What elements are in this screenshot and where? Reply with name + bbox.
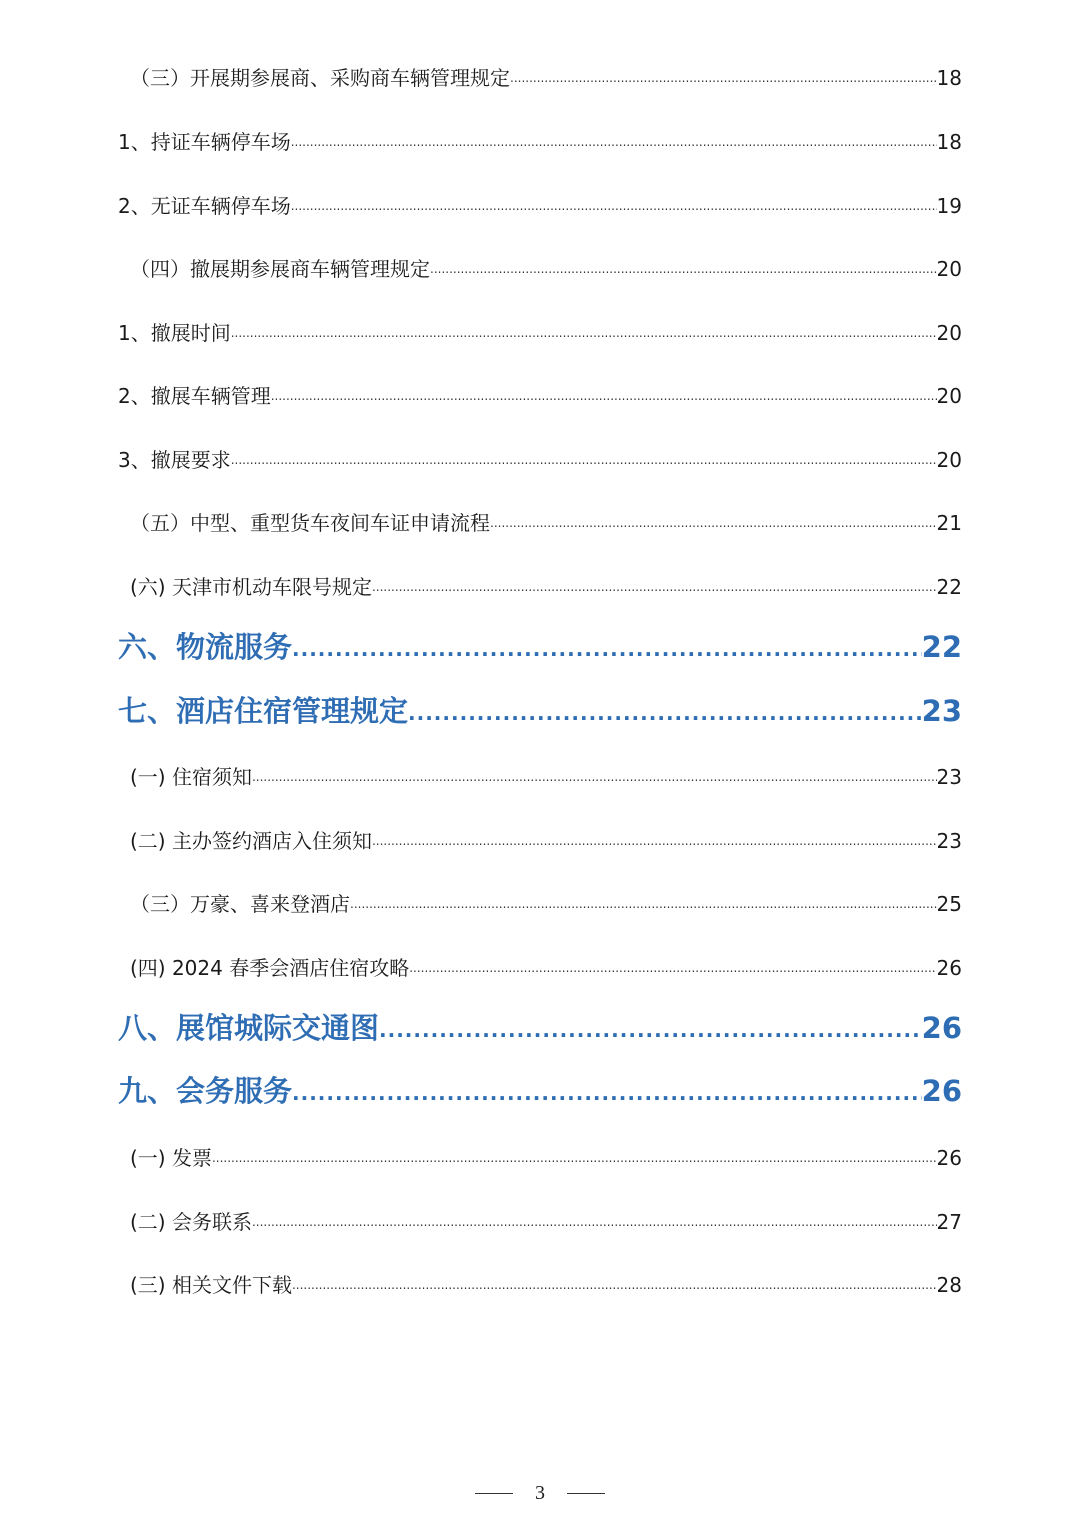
toc-entry-page: 27	[936, 1210, 962, 1234]
dot-leader	[372, 829, 937, 853]
toc-entry-label: 2、无证车辆停车场	[118, 194, 291, 218]
toc-entry-label: （三）开展期参展商、采购商车辆管理规定	[130, 66, 510, 90]
toc-entry-label: 1、撤展时间	[118, 321, 231, 345]
dot-leader	[291, 194, 937, 218]
toc-chapter-entry[interactable]	[118, 1068, 962, 1108]
toc-entry[interactable]	[130, 1130, 962, 1170]
page-footer	[0, 1478, 1080, 1508]
toc-entry-label: (二) 会务联系	[130, 1210, 252, 1234]
toc-entry-page: 22	[936, 575, 962, 599]
toc-entry-label: （五）中型、重型货车夜间车证申请流程	[130, 511, 490, 535]
toc-entry-label: （四）撤展期参展商车辆管理规定	[130, 257, 430, 281]
toc-entry-page: 20	[936, 321, 962, 345]
dot-leader	[430, 257, 937, 281]
toc-entry-page: 23	[936, 765, 962, 789]
toc-entry-page: 28	[936, 1273, 962, 1297]
dot-leader	[372, 575, 937, 599]
toc-entry[interactable]	[130, 813, 962, 853]
dot-leader	[231, 321, 937, 345]
toc-entry-page: 18	[936, 66, 962, 90]
toc-chapter-page: 23	[921, 694, 962, 728]
toc-entry[interactable]	[118, 114, 962, 154]
toc-entry[interactable]	[130, 1194, 962, 1234]
toc-chapter-label: 六、物流服务	[118, 630, 293, 664]
toc-entry[interactable]	[118, 368, 962, 408]
toc-chapter-label: 七、酒店住宿管理规定	[118, 694, 409, 728]
toc-entry-page: 23	[936, 829, 962, 853]
toc-chapter-page: 26	[921, 1074, 962, 1108]
toc-chapter-entry[interactable]	[118, 624, 962, 664]
toc-entry[interactable]	[130, 495, 962, 535]
dot-leader	[408, 698, 922, 728]
dot-leader	[252, 765, 937, 789]
dot-leader	[490, 511, 937, 535]
footer-rule-right	[567, 1493, 605, 1494]
toc-entry[interactable]	[118, 305, 962, 345]
dot-leader	[252, 1210, 937, 1234]
toc-entry-label: 3、撤展要求	[118, 448, 231, 472]
dot-leader	[292, 1273, 937, 1297]
toc-chapter-entry[interactable]	[118, 1005, 962, 1045]
footer-rule-left	[475, 1493, 513, 1494]
toc-entry-label: (一) 住宿须知	[130, 765, 252, 789]
toc-entry-page: 20	[936, 448, 962, 472]
toc-entry-label: (六) 天津市机动车限号规定	[130, 575, 372, 599]
toc-chapter-page: 22	[921, 630, 962, 664]
dot-leader	[212, 1146, 937, 1170]
dot-leader	[271, 384, 937, 408]
toc-entry-label: (一) 发票	[130, 1146, 212, 1170]
toc-entry-page: 21	[936, 511, 962, 535]
toc-entry[interactable]	[130, 940, 962, 980]
toc-entry-page: 19	[936, 194, 962, 218]
dot-leader	[292, 1078, 922, 1108]
toc-entry-label: (二) 主办签约酒店入住须知	[130, 829, 372, 853]
toc-chapter-label: 八、展馆城际交通图	[118, 1011, 380, 1045]
toc-entry[interactable]	[130, 1257, 962, 1297]
dot-leader	[510, 66, 937, 90]
toc-entry-page: 20	[936, 257, 962, 281]
toc-entry[interactable]	[130, 50, 962, 90]
toc-entry-label: (四) 2024 春季会酒店住宿攻略	[130, 956, 410, 980]
dot-leader	[409, 956, 936, 980]
toc-entry[interactable]	[130, 559, 962, 599]
toc-entry-page: 20	[936, 384, 962, 408]
toc-chapter-label: 九、会务服务	[118, 1074, 293, 1108]
dot-leader	[379, 1015, 922, 1045]
toc-chapter-page: 26	[921, 1011, 962, 1045]
toc-entry[interactable]	[118, 432, 962, 472]
toc-entry-label: (三) 相关文件下载	[130, 1273, 292, 1297]
toc-entry-label: 2、撤展车辆管理	[118, 384, 271, 408]
dot-leader	[292, 634, 922, 664]
toc-entry-page: 25	[936, 892, 962, 916]
toc-entry[interactable]	[130, 749, 962, 789]
toc-entry-page: 26	[936, 956, 962, 980]
toc-entry[interactable]	[130, 876, 962, 916]
dot-leader	[350, 892, 937, 916]
page-number: 3	[535, 1481, 545, 1504]
toc-entry[interactable]	[118, 178, 962, 218]
toc-entry[interactable]	[130, 241, 962, 281]
dot-leader	[291, 130, 937, 154]
toc-entry-label: 1、持证车辆停车场	[118, 130, 291, 154]
toc-chapter-entry[interactable]	[118, 688, 962, 728]
toc-entry-page: 26	[936, 1146, 962, 1170]
toc-entry-label: （三）万豪、喜来登酒店	[130, 892, 350, 916]
toc-entry-page: 18	[936, 130, 962, 154]
dot-leader	[231, 448, 937, 472]
